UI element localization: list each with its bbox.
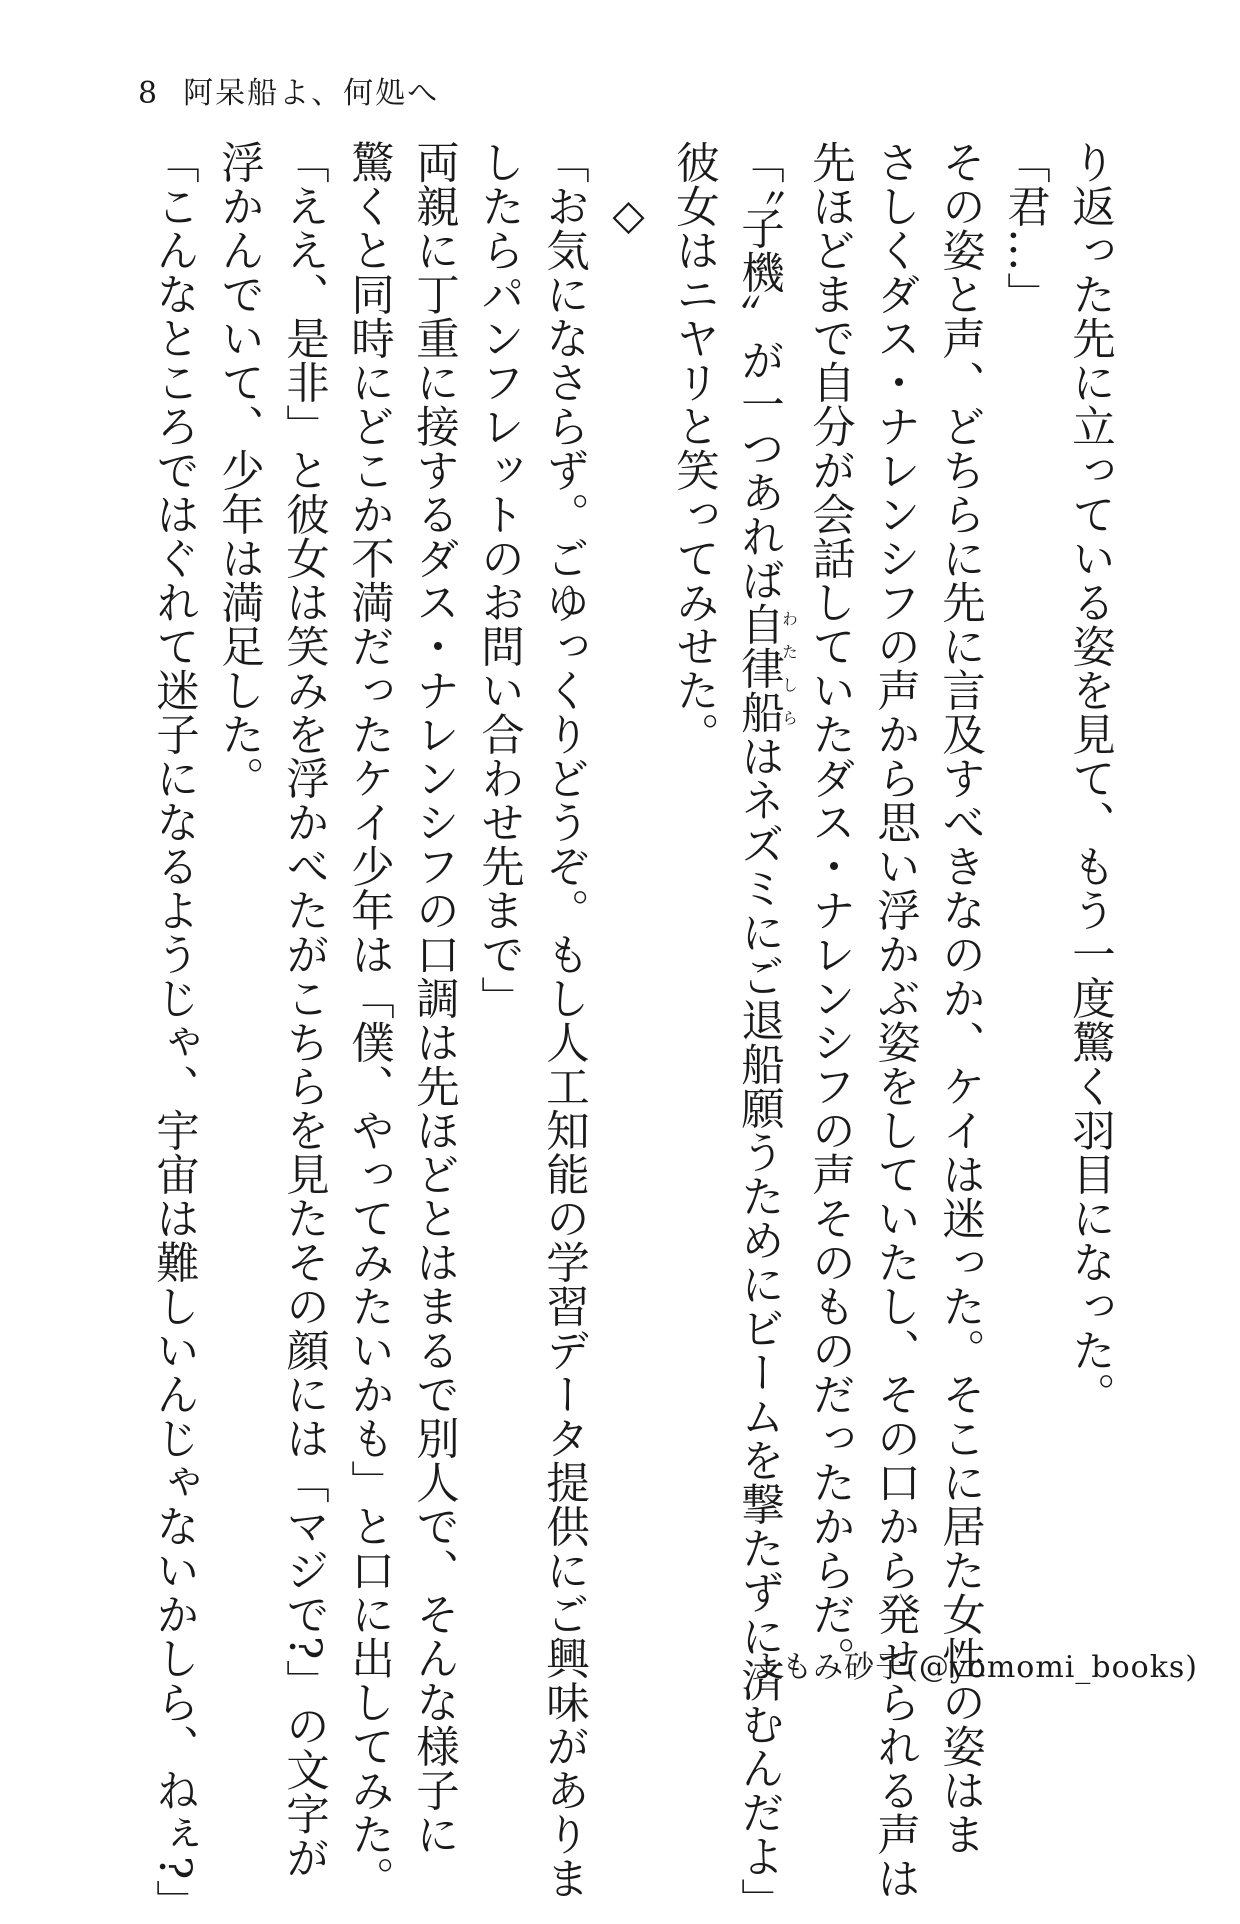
author-credit: よもみ砂子(@yomomi_books) xyxy=(751,1650,1198,1685)
ruby-annotation xyxy=(734,602,799,735)
text-line: したらパンフレットのお問い合わせ先まで」 xyxy=(474,140,524,1020)
text-line: 驚くと同時にどこか不満だったケイ少年は「僕、やってみたいかも」と口に出してみた。 xyxy=(344,140,394,1900)
ruby-base: 自律船 xyxy=(734,602,784,735)
text-line: 浮かんでいて、少年は満足した。 xyxy=(214,140,264,800)
text-line: その姿と声、どちらに先に言及すべきなのか、ケイは迷った。そこに居た女性の姿はま xyxy=(935,140,985,1856)
ruby-text: わたしら xyxy=(779,602,799,735)
chapter-title: 阿呆船よ、何処へ xyxy=(183,76,440,111)
running-header xyxy=(138,68,439,112)
text-segment: はネズミにご退船願うためにビームを撃たずに済むんだよ」 xyxy=(734,734,784,1923)
text-line: 「君…」 xyxy=(1000,140,1050,316)
scene-separator: ◇ xyxy=(604,190,653,240)
text-line-with-ruby xyxy=(726,140,799,1923)
text-line: り返った先に立っている姿を見て、もう一度驚く羽目になった。 xyxy=(1065,140,1115,1416)
text-line: 彼女はニヤリと笑ってみせた。 xyxy=(669,140,719,756)
text-line: 「こんなところではぐれて迷子になるようじゃ、宇宙は難しいんじゃないかしら、ねぇ?」 xyxy=(149,140,199,1924)
text-line: 「お気になさらず。ごゆっくりどうぞ。もし人工知能の学習データ提供にご興味がありま xyxy=(539,140,589,1900)
text-line: さしくダス・ナレンシフの声から思い浮かぶ姿をしていたし、その口から発せられる声は xyxy=(870,140,920,1900)
text-line: 先ほどまで自分が会話していたダス・ナレンシフの声そのものだったからだ。 xyxy=(805,140,855,1680)
text-line: 「ええ、是非」と彼女は笑みを浮かべたがこちらを見たその顔には「マジで?」の文字が xyxy=(279,140,329,1880)
text-segment: 「〝子機〟が一つあれば xyxy=(734,140,784,603)
page-number: 8 xyxy=(138,76,160,111)
text-line: 両親に丁重に接するダス・ナレンシフの口調は先ほどとはまるで別人で、そんな様子に xyxy=(409,140,459,1856)
